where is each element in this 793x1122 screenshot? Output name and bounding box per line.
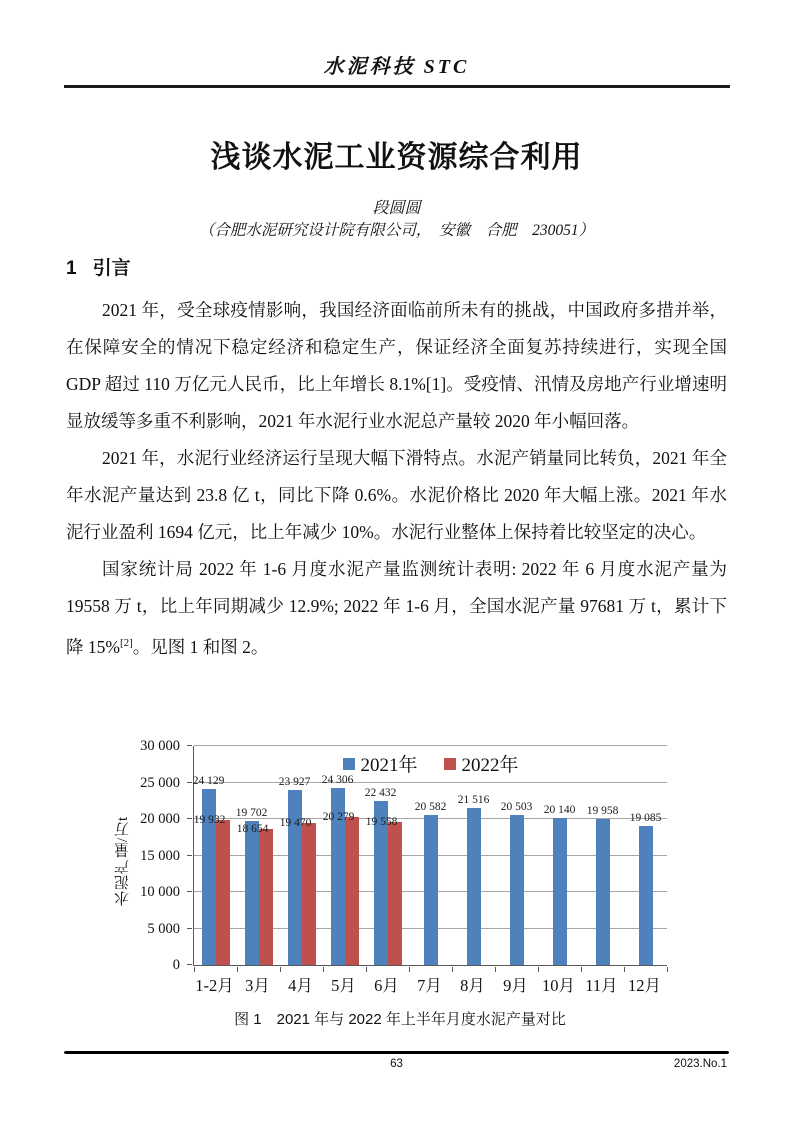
y-tick-label: 0 xyxy=(172,957,180,973)
bar-value-label: 20 140 xyxy=(543,803,576,816)
footer-rule xyxy=(64,1051,729,1054)
category-group xyxy=(194,746,237,965)
y-tick xyxy=(187,928,192,929)
paragraph-2: 2021 年，水泥行业经济运行呈现大幅下滑特点。水泥产销量同比转负，2021 年全年水泥产量达到 23.8 亿 t，同比下降 0.6%。水泥价格比 2020 年大幅上涨。2021 年水泥行业盈利 1694 亿元，比上年减少 10%。水泥行业整体上保持着比较坚定的决心。 xyxy=(66,448,727,542)
article-title: 浅谈水泥工业资源综合利用 xyxy=(210,141,583,174)
y-tick-label: 20 000 xyxy=(140,811,180,827)
bar-2022 xyxy=(322,810,359,965)
y-tick xyxy=(187,891,192,892)
bar-2022 xyxy=(193,813,230,966)
x-tick-label: 10月 xyxy=(542,976,575,995)
category-group xyxy=(409,746,452,965)
x-tick xyxy=(667,967,668,972)
category-group xyxy=(366,746,409,965)
chart-legend xyxy=(342,750,518,777)
header-rule xyxy=(64,85,730,88)
y-tick xyxy=(187,964,192,965)
page-number: 63 xyxy=(390,1058,403,1070)
y-axis-title: 水泥产量/万t xyxy=(115,815,131,907)
category-group xyxy=(280,746,323,965)
category-group xyxy=(581,746,624,965)
figure-1 xyxy=(100,734,700,1039)
x-tick-label: 3月 xyxy=(245,976,270,995)
bar-2021 xyxy=(414,800,447,965)
x-tick-label: 7月 xyxy=(417,976,442,995)
category-group xyxy=(495,746,538,965)
category-row xyxy=(194,746,667,965)
legend-label: 2022年 xyxy=(461,755,519,776)
x-tick-label: 4月 xyxy=(288,976,313,995)
author-name: 段圆圆 xyxy=(372,200,421,217)
x-axis-labels xyxy=(193,972,666,996)
bar-2021 xyxy=(457,793,490,965)
x-tick-label: 11月 xyxy=(585,976,618,995)
legend-label: 2021年 xyxy=(360,755,418,776)
y-tick-label: 15 000 xyxy=(140,847,180,864)
category-group xyxy=(237,746,280,965)
bar-2021 xyxy=(629,811,662,965)
legend-item xyxy=(342,750,417,777)
reference-superscript: [2] xyxy=(119,637,133,649)
figure-caption: 图 1 2021 年与 2022 年上半年月度水泥产量对比 xyxy=(234,1011,566,1028)
x-tick-label: 1-2月 xyxy=(195,976,234,995)
article-body xyxy=(66,292,727,666)
paragraph-3 xyxy=(66,551,727,666)
bar-value-label: 24 306 xyxy=(321,773,354,786)
bar-value-label: 19 470 xyxy=(279,816,312,829)
x-tick-label: 5月 xyxy=(331,976,356,995)
bar-value-label: 19 702 xyxy=(235,807,268,820)
paragraph-3-text: 国家统计局 2022 年 1-6 月度水泥产量监测统计表明: 2022 年 6 月度水泥产量为 19558 万 t，比上年同期减少 12.9%; 2022 年 1-6 月，全国水泥产量 97681 万 t，累计下降 15% xyxy=(66,559,727,657)
y-tick-label: 10 000 xyxy=(140,884,180,900)
legend-swatch xyxy=(342,758,354,770)
y-tick xyxy=(187,855,192,856)
plot-area xyxy=(193,746,667,966)
y-tick xyxy=(187,818,192,819)
bar-2022 xyxy=(365,816,402,965)
bar-value-label: 18 654 xyxy=(236,822,269,835)
category-group xyxy=(624,746,667,965)
paragraph-3-tail: 。见图 1 和图 2。 xyxy=(132,636,269,657)
journal-header-title: 水泥科技 STC xyxy=(323,56,470,78)
bar-2022 xyxy=(236,822,273,965)
bar-value-label: 21 516 xyxy=(457,793,490,806)
bar-value-label: 20 503 xyxy=(500,801,533,814)
category-group xyxy=(538,746,581,965)
x-tick-label: 12月 xyxy=(628,976,661,995)
y-tick xyxy=(187,745,192,746)
paragraph-1: 2021 年，受全球疫情影响，我国经济面临前所未有的挑战，中国政府多措并举，在保障安全的情况下稳定经济和稳定生产，保证经济全面复苏持续进行，实现全国 GDP 超过 110 万亿元人民币，比上年增长 8.1%[1]。受疫情、汛情及房地产行业增速明显放缓等多重不利影响，2021 年水泥行业水泥总产量较 2020 年小幅回落。 xyxy=(66,300,727,431)
y-axis-labels xyxy=(116,737,180,974)
section-heading xyxy=(66,253,131,280)
bar-value-label: 22 432 xyxy=(364,787,397,800)
bar-value-label: 19 958 xyxy=(586,805,619,818)
category-group xyxy=(323,746,366,965)
legend-item xyxy=(444,750,519,777)
y-tick-label: 5 000 xyxy=(147,920,180,937)
bar-value-label: 20 279 xyxy=(322,810,355,823)
category-group xyxy=(452,746,495,965)
bar-value-label: 23 927 xyxy=(278,776,311,789)
x-tick-label: 8月 xyxy=(460,976,485,995)
bar-2021 xyxy=(586,805,619,965)
y-tick-label: 25 000 xyxy=(140,774,180,791)
bar-value-label: 20 582 xyxy=(414,800,447,813)
y-tick-label: 30 000 xyxy=(140,738,180,754)
bar-2021 xyxy=(500,801,533,965)
bar-chart xyxy=(100,734,700,996)
section-number: 1 xyxy=(66,258,77,279)
x-tick-label: 9月 xyxy=(503,976,528,995)
bar-value-label: 24 129 xyxy=(192,774,225,787)
issue-number: 2023.No.1 xyxy=(673,1058,727,1070)
y-tick xyxy=(187,782,192,783)
bar-value-label: 19 558 xyxy=(365,816,398,829)
author-affiliation: （合肥水泥研究设计院有限公司， 安徽 合肥 230051） xyxy=(198,222,595,239)
legend-swatch xyxy=(444,758,456,770)
bar-value-label: 19 085 xyxy=(629,811,662,824)
x-tick-label: 6月 xyxy=(374,976,399,995)
bar-2022 xyxy=(279,816,316,965)
bar-value-label: 19 932 xyxy=(193,813,226,826)
section-title: 引言 xyxy=(92,258,131,279)
bar-2021 xyxy=(543,803,576,965)
